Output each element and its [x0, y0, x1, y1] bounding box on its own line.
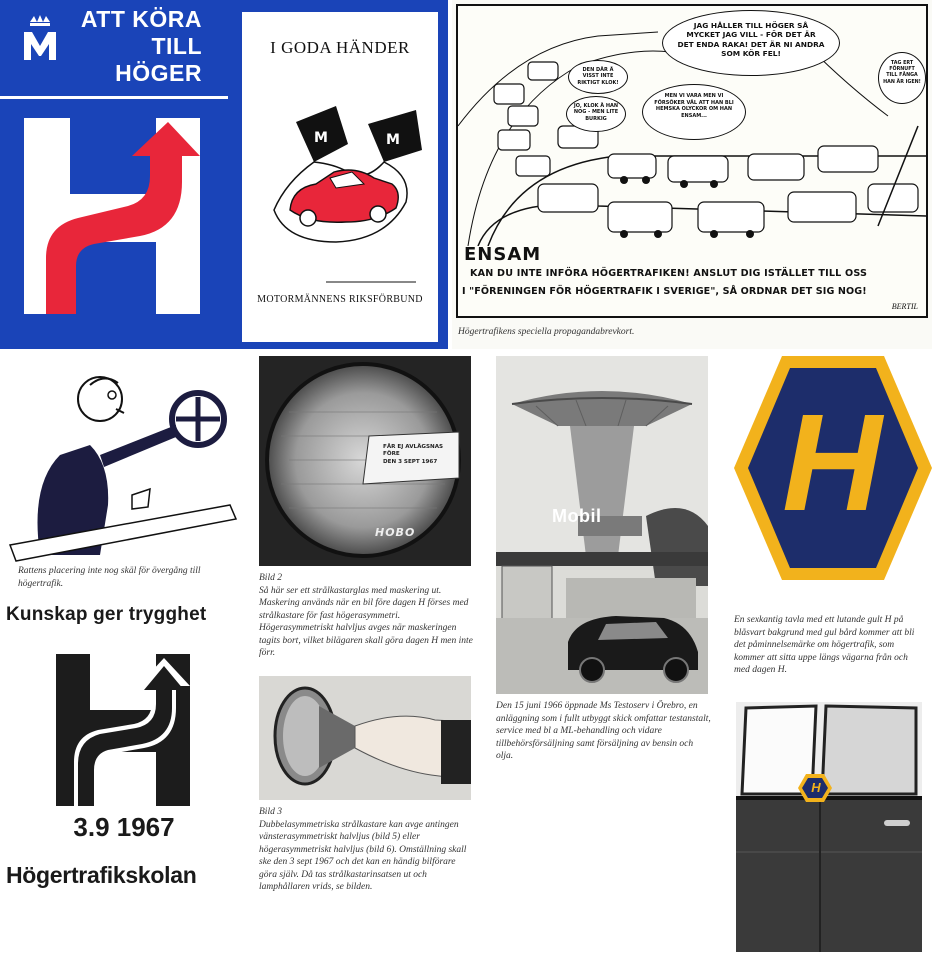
- speech-bubble-left-2: [566, 96, 626, 132]
- speech-bubble-mid: [642, 84, 746, 140]
- bild2-text: Så här ser ett strålkastarglas med maskering ut. Maskering används när en bil före dagen H förses med strålkastare för fast högerasymmetri. Högerasymmetriskt halvljus avges när maskeringen tagits bort, vilket bilägaren skall göra dagen H men inte förr.: [259, 585, 473, 658]
- man-throwing-steering-wheel-illustration: [0, 355, 248, 565]
- headlamp-glass-photo: [259, 356, 471, 566]
- masking-label-line-2: DEN 3 SEPT 1967: [383, 458, 438, 465]
- speech-bubble-main: [662, 10, 840, 76]
- bild3-text: Dubbelasymmetriska strålkastare kan avge antingen vänsterasymmetriskt halvljus (bild 5) eller högerasymmetriskt halvljus (bild 6). Omställning skall ske den 3 sept 1967 och det kan en händig bilförare göra själv. Då tas strålkastarinsatsen ut och lamphållaren vrids, se bilden.: [259, 819, 467, 892]
- mobil-sign: Mobil: [552, 506, 602, 526]
- speech-left-1-text: DEN DÄR Ä VISST INTE RIKTIGT KLOK!: [577, 67, 619, 86]
- speech-left-2-text: JO, KLOK Ä HAN NOG - MEN LITE BURKIG: [573, 103, 619, 122]
- crown-m-logo-icon: [20, 14, 60, 64]
- brochure-att-kora-till-hoger: [0, 0, 228, 349]
- speech-main-text: JAG HÅLLER TILL HÖGER SÅ MYCKET JAG VILL - FÖR DET ÄR DET ENDA RAKA! DET ÄR NI ANDRA SOM KÖR FEL!: [677, 21, 825, 59]
- steering-caption: Rattens placering inte nog skäl för övergång till högertrafik.: [18, 566, 201, 589]
- masking-label-line-1: FÅR EJ AVLÄGSNAS FÖRE: [383, 444, 444, 458]
- speech-bubble-right: [878, 52, 926, 104]
- hexsign-letter: H: [782, 386, 882, 540]
- svg-text:M: M: [386, 132, 400, 148]
- headlamp-insert-photo: [259, 676, 471, 800]
- bild2-caption: [259, 572, 475, 660]
- bild3-caption: [259, 806, 475, 894]
- booklet-footer: MOTORMÄNNENS RIKSFÖRBUND: [257, 294, 423, 305]
- speech-bubble-left-1: [568, 60, 628, 94]
- water-tower-photo: [496, 356, 708, 694]
- car-door-photo: [736, 702, 922, 952]
- bild3-title: Bild 3: [259, 807, 282, 817]
- kunskap-date: 3.9 1967: [73, 812, 175, 842]
- svg-text:M: M: [314, 130, 328, 146]
- booklet-title: I GODA HÄNDER: [270, 38, 410, 57]
- h-arrow-black-icon: [56, 654, 190, 806]
- divider-line: [0, 96, 228, 99]
- speech-mid-text: MEN VI VARA MEN VI FÖRSÖKER VÄL ATT HAN BLI HEMSKA OLYCKOR OM HAN ENSAM...: [654, 93, 734, 119]
- bild2-title: Bild 2: [259, 573, 282, 583]
- speech-right-text: TAG ERT FÖRNUFT TILL FÅNGA HAN ÄR IGEN!: [883, 61, 921, 85]
- watertower-caption: Den 15 juni 1966 öppnade Ms Testoserv i Örebro, en anläggning som i fullt utbyggt skick omfattar testanstalt, service med bl a ML-behandling och vidare tillbehörsförsäljning samt försäljning av bensin och olja.: [496, 701, 711, 761]
- hogertrafikskolan-poster: [0, 590, 248, 898]
- brochure-title: [81, 6, 202, 87]
- cartoon-signature: BERTIL: [891, 302, 918, 311]
- cartoon-caption-line-2: I "FÖRENINGEN FÖR HÖGERTRAFIK I SVERIGE", SÅ ORDNAR DET SIG NOG!: [462, 286, 867, 297]
- masking-label: [383, 444, 459, 466]
- headlamp-brand: HOBO: [375, 526, 416, 539]
- cartoon-footnote: Högertrafikens speciella propagandabrevkort.: [458, 327, 635, 337]
- cartoon-caption-line-1: KAN DU INTE INFÖRA HÖGERTRAFIKEN! ANSLUT DIG ISTÄLLET TILL OSS: [470, 268, 868, 279]
- booklet-i-goda-hander: [228, 0, 448, 349]
- title-line-3: HÖGER: [115, 60, 202, 86]
- title-line-1: ATT KÖRA: [80, 6, 202, 32]
- cartoon-headline: ENSAM: [464, 244, 542, 265]
- kunskap-header: Kunskap ger trygghet: [6, 604, 207, 625]
- hexagon-h-sign: [732, 352, 932, 584]
- title-line-2: TILL: [151, 33, 202, 59]
- hands-holding-car-illustration: [256, 92, 426, 292]
- h-arrow-symbol-icon: [24, 118, 200, 314]
- hexsign-caption: En sexkantig tavla med ett lutande gult H på blåsvart bakgrund med gul bård kommer att bli det påminnelsemärke om högertrafik, som kommer att sitta uppe längs vägarna från och med dagen H.: [734, 615, 915, 675]
- car-badge-letter: H: [811, 780, 821, 795]
- steering-wheel-cartoon: [0, 355, 248, 590]
- kunskap-footer: Högertrafikskolan: [6, 862, 197, 888]
- propaganda-cartoon: [452, 0, 932, 349]
